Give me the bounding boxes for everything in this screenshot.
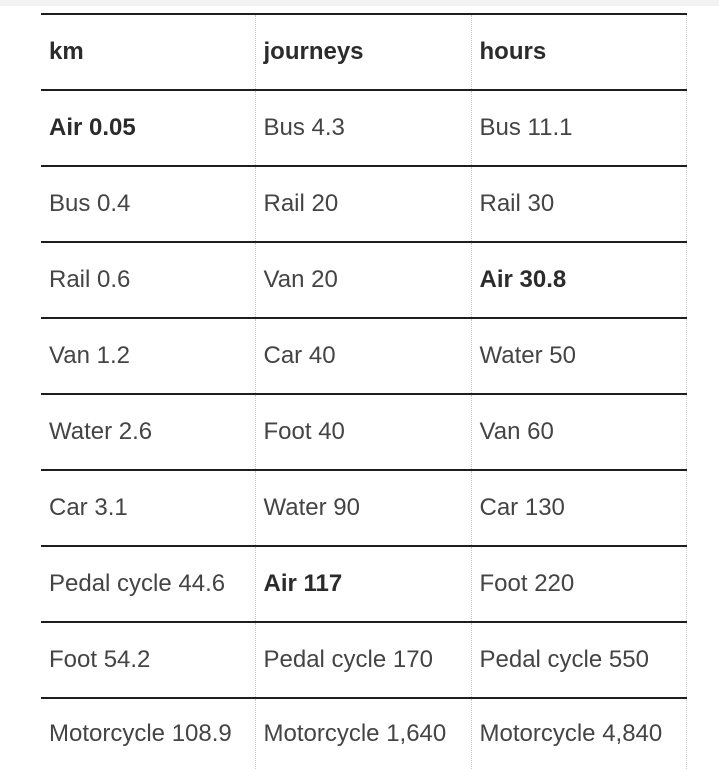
column-header-hours: hours: [471, 14, 686, 90]
column-header-km: km: [41, 14, 255, 90]
transport-table-container: [41, 13, 686, 769]
table-row: [41, 318, 686, 394]
table-cell: Air 0.05: [41, 90, 255, 166]
table-cell: Rail 20: [255, 166, 471, 242]
table-cell: Motorcycle 108.9: [41, 698, 255, 769]
table-cell: Air 30.8: [471, 242, 686, 318]
table-cell: Rail 0.6: [41, 242, 255, 318]
table-cell: Water 2.6: [41, 394, 255, 470]
transport-risk-table: [41, 13, 687, 769]
table-row: [41, 698, 686, 769]
table-cell: Van 60: [471, 394, 686, 470]
table-row: [41, 394, 686, 470]
table-cell: Foot 54.2: [41, 622, 255, 698]
table-cell: Bus 11.1: [471, 90, 686, 166]
table-cell: Water 50: [471, 318, 686, 394]
table-cell: Foot 40: [255, 394, 471, 470]
table-cell: Pedal cycle 550: [471, 622, 686, 698]
table-cell: Car 130: [471, 470, 686, 546]
column-header-journeys: journeys: [255, 14, 471, 90]
table-row: [41, 166, 686, 242]
table-cell: Air 117: [255, 546, 471, 622]
top-divider-strip: [0, 0, 719, 6]
table-cell: Water 90: [255, 470, 471, 546]
table-cell: Van 20: [255, 242, 471, 318]
table-cell: Van 1.2: [41, 318, 255, 394]
table-header-row: [41, 14, 686, 90]
table-cell: Pedal cycle 170: [255, 622, 471, 698]
table-cell: Car 3.1: [41, 470, 255, 546]
table-cell: Motorcycle 1,640: [255, 698, 471, 769]
table-cell: Foot 220: [471, 546, 686, 622]
table-row: [41, 622, 686, 698]
table-cell: Pedal cycle 44.6: [41, 546, 255, 622]
table-row: [41, 470, 686, 546]
table-cell: Bus 0.4: [41, 166, 255, 242]
table-row: [41, 90, 686, 166]
table-cell: Motorcycle 4,840: [471, 698, 686, 769]
table-cell: Car 40: [255, 318, 471, 394]
table-cell: Bus 4.3: [255, 90, 471, 166]
table-row: [41, 242, 686, 318]
table-row: [41, 546, 686, 622]
table-cell: Rail 30: [471, 166, 686, 242]
